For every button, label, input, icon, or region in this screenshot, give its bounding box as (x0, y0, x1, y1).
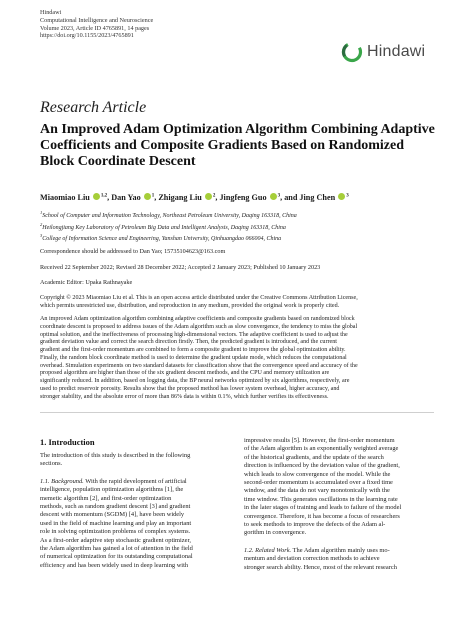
hindawi-logo-icon (341, 41, 363, 63)
body-line: used in the field of machine learning and play an important (40, 519, 192, 527)
abstract-line: stronger stability, and the absolute error of more than 86% data is within 0.1%, which further verifies its effectiveness. (40, 393, 329, 400)
body-line: of the Adam algorithm is an exponentially weighted average (244, 445, 399, 453)
publisher-name: Hindawi (367, 43, 426, 60)
body-line: second-order momentum is accumulated over a fixed time (244, 479, 393, 487)
abstract-line: significantly reduced. In addition, based on logging data, the BP neural networks optimized by six algorithms, respectively, are (40, 378, 350, 384)
body-line: memetic algorithm [2], and first-order optimization (40, 494, 172, 502)
body-line: role in solving optimization problems of complex systems. (40, 528, 191, 536)
doi-link[interactable]: https://doi.org/10.1155/2023/4765891 (40, 32, 134, 40)
body-line: As a first-order adaptive step stochastic gradient optimizer, (40, 536, 191, 544)
body-line: the Adam algorithm has gained a lot of attention in the field (40, 545, 193, 553)
subsection-label: 1.1. Background. (40, 477, 84, 485)
abstract-line: gradient and the first-order momentum are combined to form a composite gradient to improve the global optimization ability. (40, 347, 346, 353)
paper-title (40, 122, 440, 170)
affiliations (40, 209, 297, 244)
body-line: of numerical optimization for its outstanding computational (40, 553, 193, 561)
body-line: to seek methods to improve the defects of the Adam al- (244, 521, 386, 529)
body-line: gorithm in convergence. (244, 529, 307, 537)
author-name: Miaomiao Liu (40, 193, 90, 202)
orcid-icon[interactable] (338, 193, 345, 200)
abstract (40, 316, 438, 401)
copyright-line: Copyright © 2023 Miaomiao Liu et al. This is an open access article distributed under the Creative Commons Attribution License, (40, 295, 358, 301)
abstract-line: proposed algorithm are higher than those of the six gradient descent methods, and the CPU and memory utilization are (40, 370, 330, 377)
body-line: efficiency and has been widely used in deep learning with (40, 561, 189, 569)
author-affil-sup: 3 (346, 193, 349, 199)
affiliation (40, 209, 297, 221)
copyright-line: which permits unrestricted use, distribution, and reproduction in any medium, provided the original work is properly cited. (40, 302, 340, 309)
author-name: Jingfeng Guo (219, 193, 267, 202)
copyright-notice (40, 295, 438, 311)
section-heading: 1. Introduction (40, 437, 95, 447)
right-column (244, 437, 436, 572)
author-name: Dan Yao (111, 193, 141, 202)
meta-line: Hindawi (40, 9, 62, 16)
orcid-icon[interactable] (93, 193, 100, 200)
affil-text: Heilongjiang Key Laboratory of Petroleum Big Data and Intelligent Analysis, Daqing 163318, China (42, 224, 286, 231)
publication-dates: Received 22 September 2022; Revised 28 December 2022; Accepted 2 January 2023; Published 10 January 2023 (40, 264, 321, 271)
author-sep: , (154, 193, 157, 202)
meta-line: Volume 2023, Article ID 4765891, 14 pages (40, 24, 150, 32)
section-divider (40, 412, 434, 413)
abstract-line: optimal solution, and the ineffectiveness of processing high-dimensional vectors. The adaptive coefficient is used to adjust the (40, 331, 348, 338)
orcid-icon[interactable] (205, 193, 212, 200)
body-line: intelligence, population optimization algorithms [1], the (40, 486, 184, 494)
author-list (40, 193, 349, 202)
body-line: in the later stages of training and leads to failure of the model (244, 504, 402, 512)
author-affil-sup: 1,2 (100, 193, 108, 199)
body-line: convergence. Therefore, it has become a focus of researchers (244, 512, 400, 520)
author-sep: , (215, 193, 218, 202)
title-line: Coefficients and Composite Gradients Based on Randomized (40, 138, 405, 153)
article-type: Research Article (40, 99, 147, 116)
title-line: An Improved Adam Optimization Algorithm Combining Adaptive (40, 122, 435, 137)
body-line: descent with momentum (SGDM) [4], have been widely (40, 511, 185, 519)
orcid-icon[interactable] (144, 193, 151, 200)
subsection-label: 1.2. Related Work. (244, 546, 292, 554)
orcid-icon[interactable] (270, 193, 277, 200)
body-line: of the historical gradients, and the update of the search (244, 453, 384, 461)
journal-meta (40, 9, 153, 40)
author-sep: , (107, 193, 110, 202)
author-sep: , (280, 193, 283, 202)
abstract-line: overhead. Simulation experiments on two standard datasets for classification show that the convergence speed and accuracy of the (40, 362, 358, 369)
affil-text: College of Information Science and Engineering, Yanshan University, Qinhuangdao 066004, China (42, 236, 282, 243)
publisher-logo (341, 41, 425, 63)
body-line: time window. This generates oscillations in the learning rate (244, 495, 398, 503)
body-line: direction is influenced by the deviation value of the gradient, (244, 462, 400, 470)
author-name: and Jing Chen (284, 193, 336, 202)
body-line (40, 478, 230, 486)
author-affil-sup: 2 (212, 193, 216, 199)
body-line: sections. (40, 460, 63, 468)
correspondence: Correspondence should be addressed to Dan Yao; 15735104623@163.com (40, 248, 226, 255)
left-column (40, 452, 230, 570)
body-line: The introduction of this study is described in the following (40, 452, 191, 459)
title-line: Block Coordinate Descent (40, 154, 196, 169)
meta-line: Computational Intelligence and Neuroscience (40, 16, 154, 24)
abstract-line: coordinate descent is proposed to address issues of the Adam algorithm such as slow convergence, the tendency to miss the global (40, 323, 358, 330)
abstract-line: An improved Adam optimization algorithm combining adaptive coefficients and composite gradients based on randomized block (40, 316, 355, 322)
body-line (244, 547, 436, 555)
abstract-line: used to predict reservoir porosity. Results show that the proposed method has lower system overhead, higher accuracy, and (40, 385, 340, 392)
affil-sup: 2 (40, 221, 43, 227)
affil-sup: 3 (40, 233, 43, 239)
author-affil-sup: 3 (277, 193, 281, 199)
body-line: mentum and deviation correction methods to achieve (244, 555, 380, 563)
abstract-line: Finally, the random block coordinate method is used to determine the gradient update mode, which reduces the computational (40, 354, 347, 361)
body-line: methods, such as random gradient descent [3] and gradient (40, 503, 191, 511)
body-line: window, and the data do not vary monotonically with the (244, 487, 390, 495)
affil-sup: 1 (40, 210, 43, 215)
body-text: With the rapid development of artificial (83, 477, 187, 485)
body-line: impressive results [5]. However, the first-order momentum (244, 437, 395, 444)
affiliation (40, 221, 297, 233)
body-line: which leads to slow convergence of the model. While the (244, 470, 391, 478)
affil-text: School of Computer and Information Technology, Northeast Petroleum University, Daqing 163318, China (42, 213, 297, 219)
author-name: Zhigang Liu (158, 193, 202, 202)
body-text: The Adam algorithm mainly uses mo- (291, 546, 390, 554)
author-affil-sup: 1 (151, 193, 155, 199)
body-line: stronger search ability. Hence, most of the relevant research (244, 563, 397, 571)
affiliation (40, 232, 297, 244)
abstract-line: gradient deviation value and correct the search direction firstly. Then, the predicted gradient is introduced, and the current (40, 339, 337, 346)
academic-editor: Academic Editor: Upaka Rathnayake (40, 279, 133, 286)
